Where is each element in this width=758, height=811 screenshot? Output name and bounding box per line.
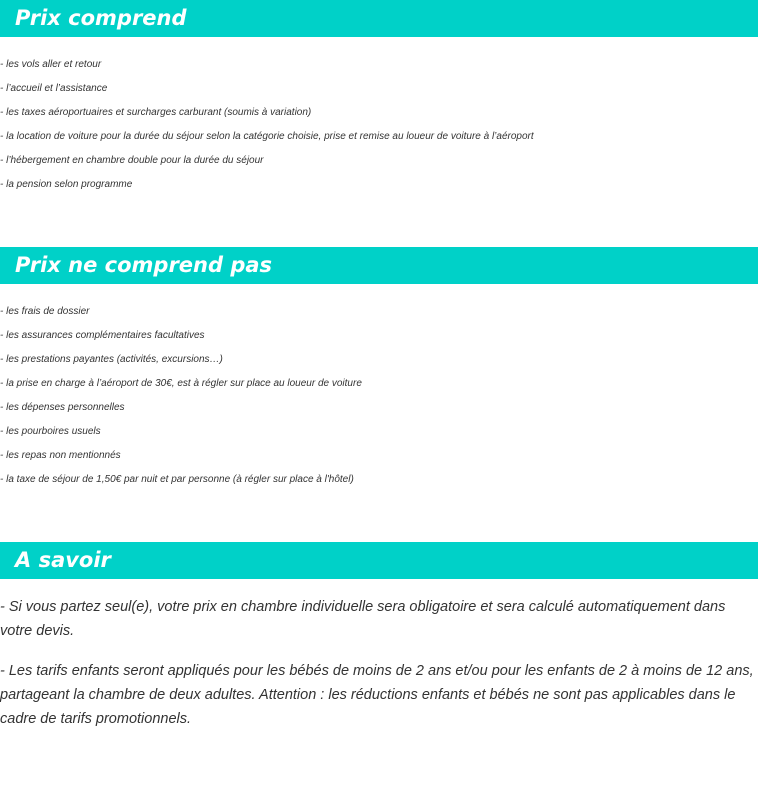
included-list [0,53,758,197]
notes-header [0,542,758,579]
list-item: - la location de voiture pour la durée du séjour selon la catégorie choisie, prise et remise au loueur de voiture à l’aéroport [0,131,534,142]
list-item: - la pension selon programme [0,179,133,190]
list-item: - les prestations payantes (activités, excursions…) [0,354,223,365]
list-item: - la prise en charge à l’aéroport de 30€, est à régler sur place au loueur de voiture [0,378,362,389]
list-item: - les dépenses personnelles [0,402,125,413]
included-title: Prix comprend [15,6,187,30]
notes-paragraph-children: - Les tarifs enfants seront appliqués pour les bébés de moins de 2 ans et/ou pour les enfants de 2 à moins de 12 ans, partageant la chambre de deux adultes. Attention : les réductions enfants et bébés ne sont pas applicables dans le cadre de tarifs promotionnels. [0,663,754,727]
list-item: - les assurances complémentaires facultatives [0,330,205,341]
list-item: - les repas non mentionnés [0,450,121,461]
list-item: - les pourboires usuels [0,426,101,437]
list-item: - l’accueil et l’assistance [0,83,108,94]
list-item: - les vols aller et retour [0,59,102,70]
list-item: - les taxes aéroportuaires et surcharges carburant (soumis à variation) [0,107,312,118]
excluded-list [0,300,758,492]
excluded-title: Prix ne comprend pas [15,253,273,277]
list-item: - l’hébergement en chambre double pour la durée du séjour [0,155,264,166]
excluded-header [0,247,758,284]
notes-title: A savoir [15,548,111,572]
included-header [0,0,758,37]
notes-paragraph-single: - Si vous partez seul(e), votre prix en chambre individuelle sera obligatoire et sera calculé automatiquement dans votre devis. [0,599,726,639]
list-item: - la taxe de séjour de 1,50€ par nuit et par personne (à régler sur place à l'hôtel) [0,474,354,485]
list-item: - les frais de dossier [0,306,90,317]
